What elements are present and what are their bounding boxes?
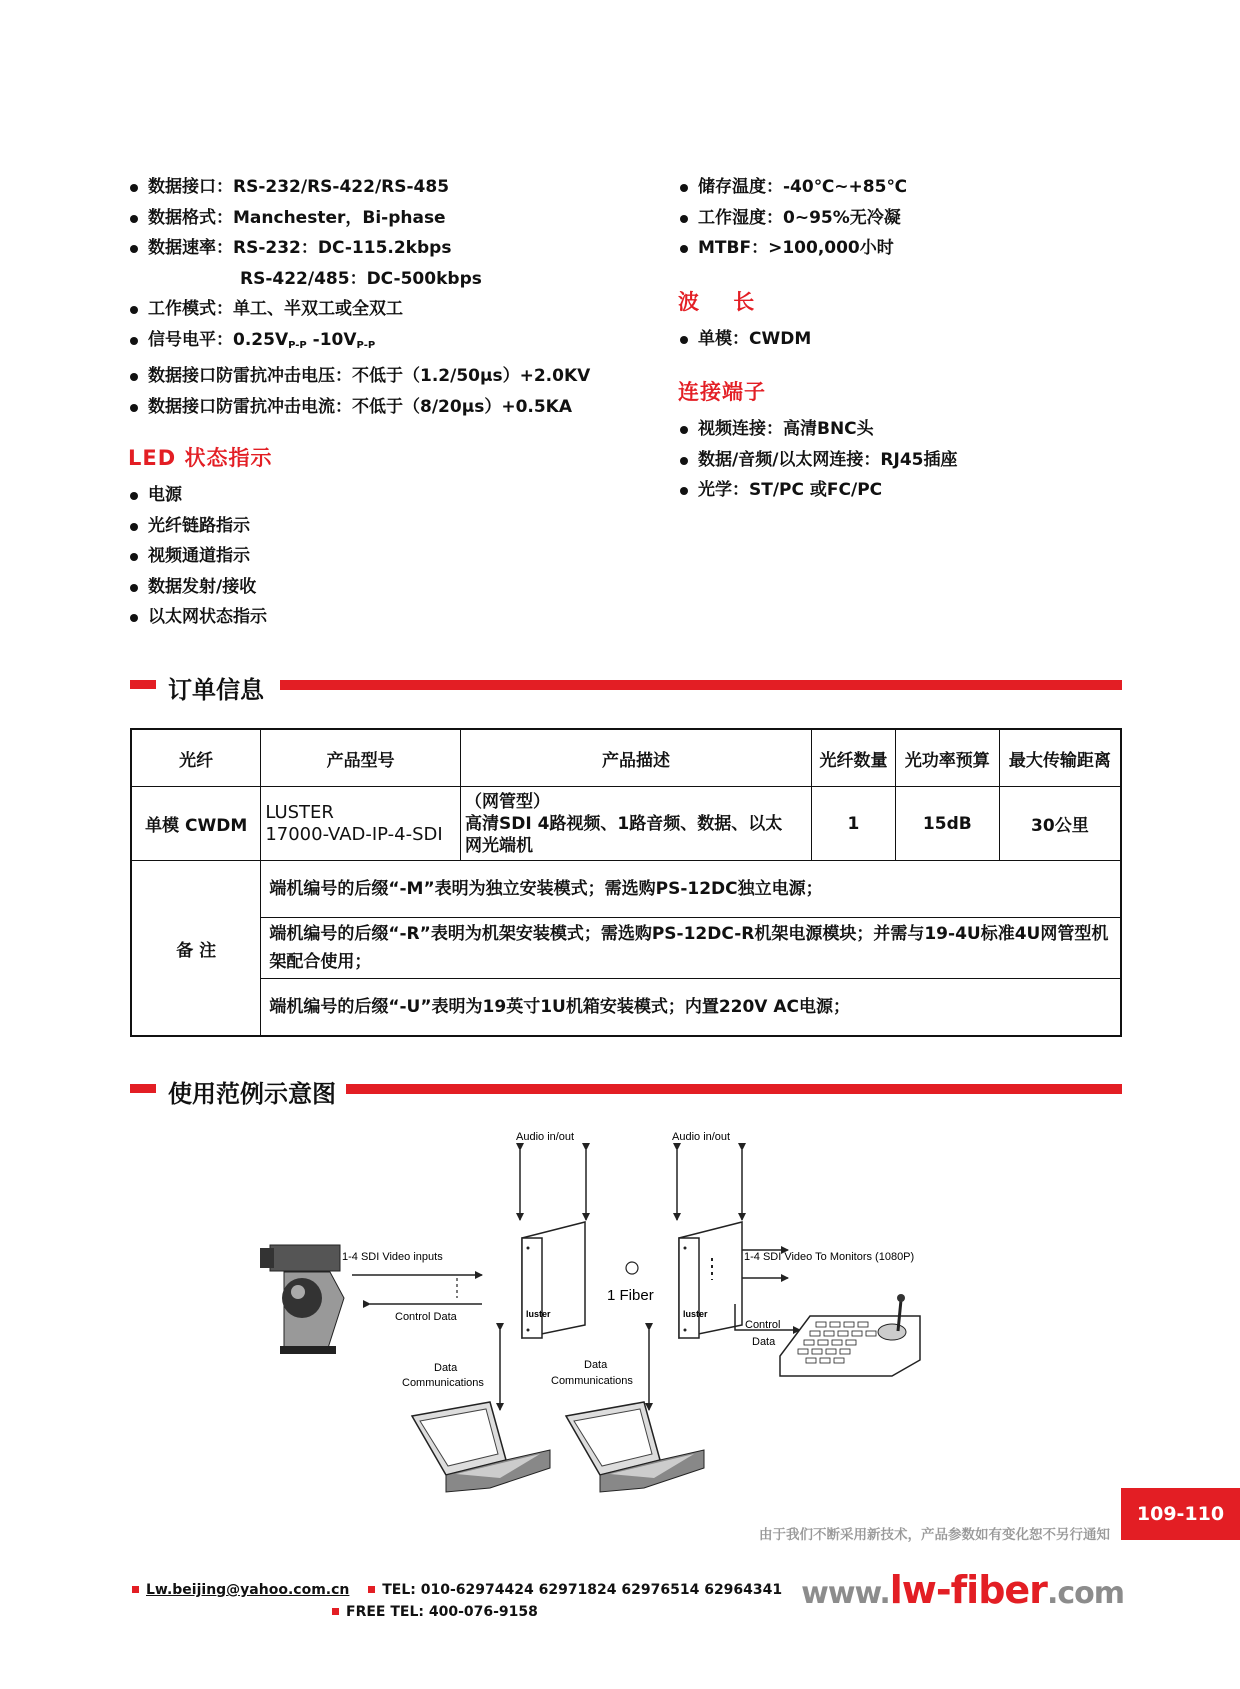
spec-mtbf: MTBF：>100,000小时 <box>678 233 958 264</box>
site-name: lw-fiber <box>889 1568 1047 1612</box>
connector-item: 数据/音频/以太网连接：RJ45插座 <box>678 445 958 476</box>
cell-fiber: 单模 CWDM <box>131 787 261 861</box>
cell-qty: 1 <box>812 787 896 861</box>
specs-left <box>128 172 590 633</box>
transceiver-right <box>679 1222 742 1338</box>
connector-item: 光学：ST/PC 或FC/PC <box>678 475 958 506</box>
led-item: 以太网状态指示 <box>128 602 590 633</box>
led-list <box>128 480 590 633</box>
cell-desc <box>460 787 811 861</box>
keyboard-controller-icon <box>780 1294 920 1376</box>
section-square <box>130 1084 156 1093</box>
data-comm-right-2: Communications <box>551 1375 633 1387</box>
th-desc: 产品描述 <box>460 729 811 787</box>
spec-surge-voltage: 数据接口防雷抗冲击电压：不低于（1.2/50μs）+2.0KV <box>128 361 590 392</box>
laptop-right-icon <box>566 1402 704 1492</box>
order-section-header <box>130 672 1122 704</box>
spec-work-mode: 工作模式：单工、半双工或全双工 <box>128 294 590 325</box>
website-logo[interactable] <box>801 1568 1124 1612</box>
video-inputs-label: 1-4 SDI Video inputs <box>342 1251 443 1263</box>
brand-right: luster <box>683 1309 708 1319</box>
cell-distance: 30公里 <box>999 787 1121 861</box>
model-line-2: 17000-VAD-IP-4-SDI <box>265 823 443 845</box>
footer-line-2 <box>132 1604 782 1620</box>
bullet-square <box>132 1586 139 1593</box>
wavelength-item: 单模：CWDM <box>678 324 958 355</box>
data-label: Data <box>752 1336 776 1348</box>
wavelength-title: 波 长 <box>678 289 756 314</box>
led-title: LED 状态指示 <box>128 446 273 470</box>
diagram-title: 使用范例示意图 <box>168 1074 346 1109</box>
disclaimer: 由于我们不断采用新技术，产品参数如有变化恕不另行通知 <box>759 1527 1110 1543</box>
desc-line-3: 网光端机 <box>464 835 533 856</box>
spec-data-rate-cont: RS-422/485：DC-500kbps <box>240 268 482 289</box>
usage-diagram <box>260 1120 1020 1500</box>
spec-signal-level <box>128 325 590 362</box>
table-row <box>131 787 1121 861</box>
connector-list <box>678 414 958 506</box>
specs-right <box>678 172 958 506</box>
site-prefix: www. <box>801 1576 890 1611</box>
order-title: 订单信息 <box>168 670 274 705</box>
camera-icon <box>260 1245 344 1354</box>
email-link[interactable]: Lw.beijing@yahoo.com.cn <box>146 1582 350 1598</box>
section-rule <box>280 680 1122 690</box>
note-row <box>131 979 1121 1037</box>
data-comm-left-2: Communications <box>402 1377 484 1389</box>
desc-line-2: 高清SDI 4路视频、1路音频、数据、以太 <box>464 813 783 834</box>
footer <box>132 1582 782 1620</box>
diagram-section-header <box>130 1076 1122 1108</box>
fiber-label: 1 Fiber <box>607 1287 654 1304</box>
note-m: 端机编号的后缀“-M”表明为独立安装模式；需选购PS-12DC独立电源； <box>261 861 1121 918</box>
audio-right-label: Audio in/out <box>672 1131 731 1143</box>
th-qty: 光纤数量 <box>812 729 896 787</box>
note-r: 端机编号的后缀“-R”表明为机架安装模式；需选购PS-12DC-R机架电源模块；并需与19-4U标准4U网管型机架配合使用； <box>261 918 1121 979</box>
th-budget: 光功率预算 <box>895 729 999 787</box>
section-square <box>130 680 156 689</box>
note-row <box>131 918 1121 979</box>
led-item: 数据发射/接收 <box>128 572 590 603</box>
note-u: 端机编号的后缀“-U”表明为19英寸1U机箱安装模式；内置220V AC电源； <box>261 979 1121 1037</box>
th-distance: 最大传输距离 <box>999 729 1121 787</box>
note-row <box>131 861 1121 918</box>
site-suffix: .com <box>1046 1576 1124 1611</box>
cell-budget: 15dB <box>895 787 999 861</box>
page-number: 109-110 <box>1121 1488 1240 1540</box>
spec-list-left <box>128 172 590 422</box>
signal-prefix: 信号电平：0.25V <box>148 329 289 350</box>
bullet-square <box>332 1608 339 1615</box>
fiber-icon <box>626 1262 638 1274</box>
laptop-left-icon <box>412 1402 550 1492</box>
signal-mid: -10V <box>306 329 357 350</box>
desc-line-1: （网管型） <box>464 791 550 812</box>
free-tel: FREE TEL: 400-076-9158 <box>346 1604 538 1620</box>
spec-surge-current: 数据接口防雷抗冲击电流：不低于（8/20μs）+0.5KA <box>128 392 590 423</box>
spec-data-rate: 数据速率：RS-232：DC-115.2kbps <box>128 233 590 264</box>
footer-line-1 <box>132 1582 782 1598</box>
spec-storage-temp: 储存温度：-40℃~+85℃ <box>678 172 958 203</box>
order-table <box>130 728 1122 1037</box>
brand-left: luster <box>526 1309 551 1319</box>
bullet-square <box>368 1586 375 1593</box>
tel: TEL: 010-62974424 62971824 62976514 62964341 <box>382 1582 783 1598</box>
model-line-1: LUSTER <box>265 801 334 823</box>
connector-title: 连接端子 <box>678 380 766 404</box>
th-model: 产品型号 <box>261 729 461 787</box>
section-rule <box>340 1084 1122 1094</box>
connector-item: 视频连接：高清BNC头 <box>678 414 958 445</box>
data-comm-left-1: Data <box>434 1362 458 1374</box>
cell-model <box>261 787 461 861</box>
transceiver-left <box>522 1222 585 1338</box>
spec-data-format: 数据格式：Manchester，Bi-phase <box>128 203 590 234</box>
control-data-left-label: Control Data <box>395 1311 457 1323</box>
audio-left-label: Audio in/out <box>516 1131 575 1143</box>
note-label: 备 注 <box>131 861 261 1037</box>
table-header-row <box>131 729 1121 787</box>
wavelength-list <box>678 324 958 355</box>
spec-humidity: 工作湿度：0~95%无冷凝 <box>678 203 958 234</box>
video-monitors-label: 1-4 SDI Video To Monitors (1080P) <box>744 1251 915 1263</box>
led-item: 光纤链路指示 <box>128 511 590 542</box>
control-label: Control <box>745 1319 781 1331</box>
th-fiber: 光纤 <box>131 729 261 787</box>
led-item: 电源 <box>128 480 590 511</box>
led-item: 视频通道指示 <box>128 541 590 572</box>
spec-list-right <box>678 172 958 264</box>
spec-data-interface: 数据接口：RS-232/RS-422/RS-485 <box>128 172 590 203</box>
data-comm-right-1: Data <box>584 1359 608 1371</box>
signal-sub1: P-P <box>288 339 307 351</box>
signal-sub2: P-P <box>356 339 376 351</box>
